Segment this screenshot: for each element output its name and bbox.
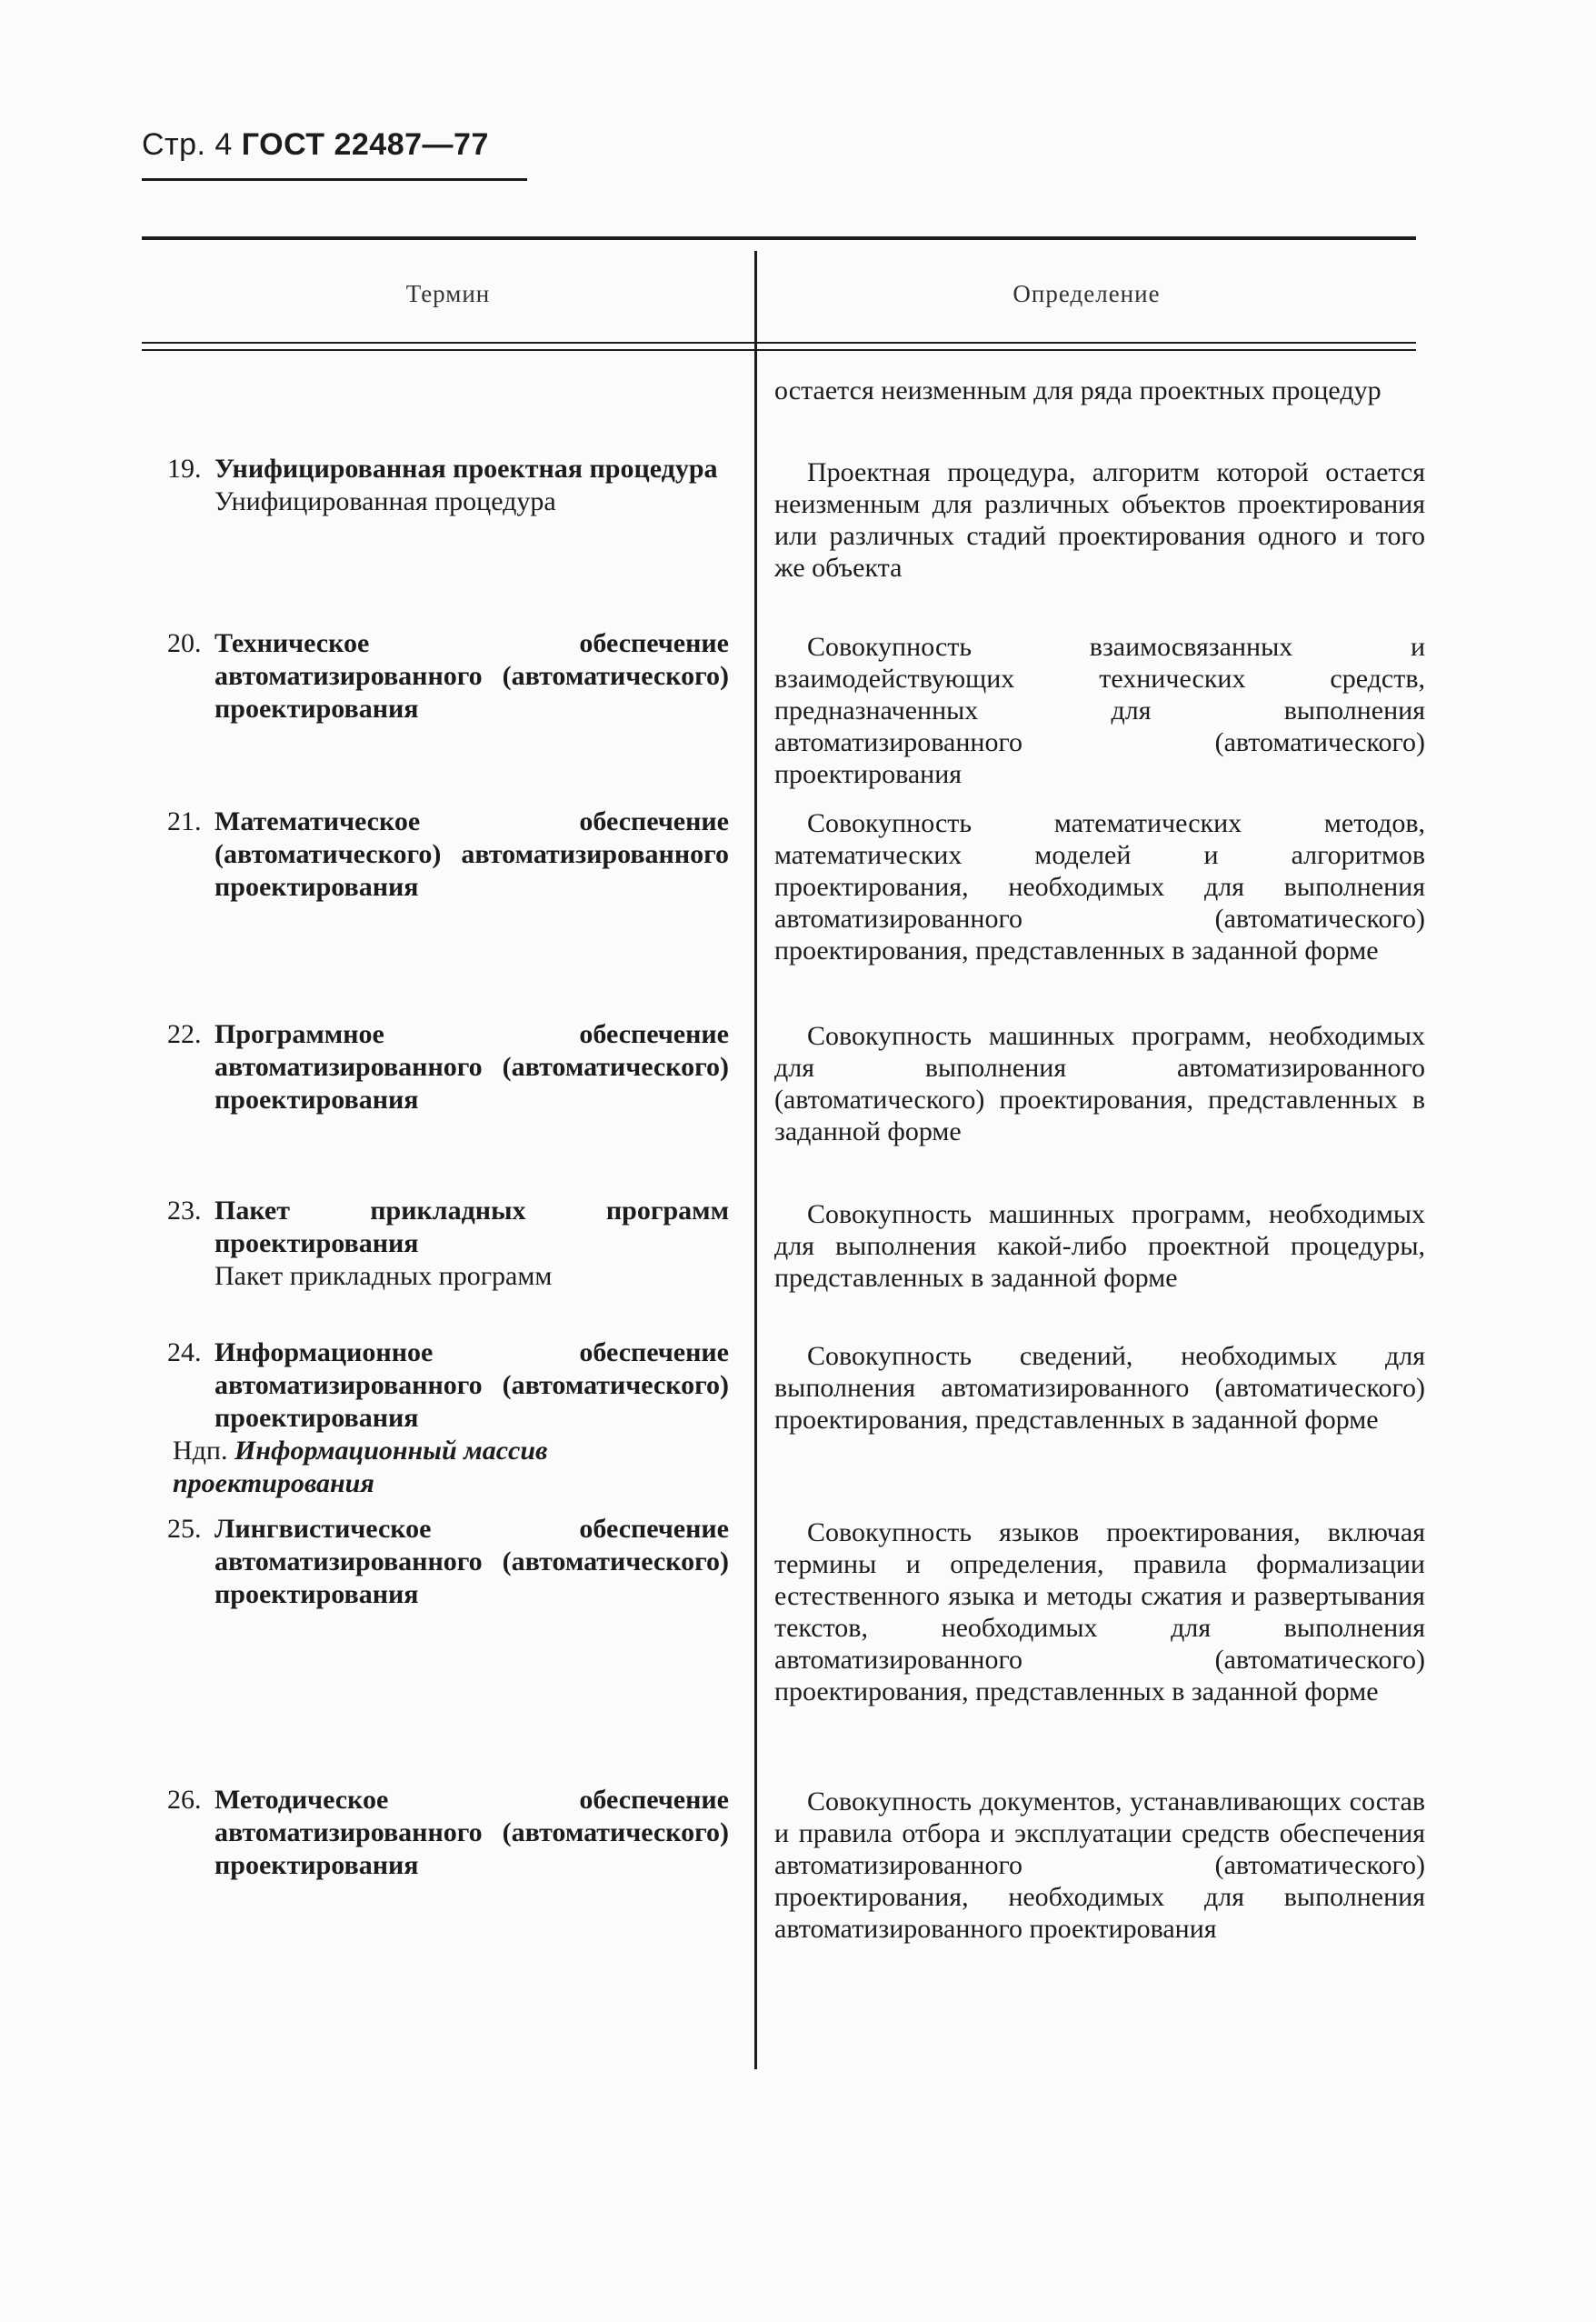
- term-synonym: Унифицированная процедура: [214, 486, 556, 516]
- header-rule-2: [142, 349, 1416, 351]
- term-name: Информационное обеспечение автоматизированного (автоматического) проектирования: [214, 1337, 729, 1433]
- term-number: 20.: [167, 628, 202, 658]
- standard-code: ГОСТ 22487—77: [241, 127, 489, 162]
- column-divider: [754, 251, 757, 2069]
- term-20: [169, 627, 729, 726]
- definition-19: Проектная процедура, алгоритм которой остается неизменным для различных объектов проектирования или различных стадий проектирования одного и того же объекта: [774, 457, 1425, 583]
- term-name: Лингвистическое обеспечение автоматизированного (автоматического) проектирования: [214, 1514, 729, 1609]
- term-name: Унифицированная проектная процедура: [214, 454, 718, 484]
- term-24: [169, 1336, 729, 1500]
- column-header-terms: Термин: [405, 280, 491, 307]
- term-number: 24.: [167, 1337, 202, 1367]
- header-rule: [142, 178, 527, 181]
- term-number: 19.: [167, 454, 202, 484]
- term-25: [169, 1513, 729, 1611]
- definition-22: Совокупность машинных программ, необходимых для выполнения автоматизированного (автоматического) проектирования, представленных в заданной форме: [774, 1021, 1425, 1146]
- definition-continuation: остается неизменным для ряда проектных процедур: [774, 375, 1382, 405]
- term-name: Методическое обеспечение автоматизированного (автоматического) проектирования: [214, 1785, 729, 1880]
- term-number: 26.: [167, 1785, 202, 1815]
- term-number: 21.: [167, 806, 202, 836]
- term-number: 22.: [167, 1019, 202, 1049]
- term-name: Пакет прикладных программ проектирования: [214, 1196, 729, 1258]
- definition-21: Совокупность математических методов, математических моделей и алгоритмов проектирования, необходимых для выполнения автоматизированного (автоматического) проектирования, представленных в заданной форме: [774, 808, 1425, 966]
- deprecated-term: [173, 1435, 729, 1500]
- term-number: 25.: [167, 1514, 202, 1544]
- term-22: [169, 1018, 729, 1116]
- page-header: [142, 127, 489, 163]
- ndp-label: Ндп.: [173, 1436, 228, 1466]
- definition-26: Совокупность документов, устанавливающих состав и правила отбора и эксплуатации средств обеспечения автоматизированного (автоматического) проектирования, необходимых для выполнения автоматизированного проектирования: [774, 1787, 1425, 1944]
- term-23: [169, 1195, 729, 1293]
- term-21: [169, 806, 729, 904]
- ndp-term: Информационный массив проектирования: [173, 1436, 548, 1498]
- term-19: [169, 453, 729, 518]
- definition-23: Совокупность машинных программ, необходимых для выполнения какой-либо проектной процедуры, представленных в заданной форме: [774, 1199, 1425, 1293]
- page-number: Стр. 4: [142, 127, 233, 162]
- term-26: [169, 1784, 729, 1882]
- term-name: Математическое обеспечение (автоматического) автоматизированного проектирования: [214, 806, 729, 902]
- definition-25: Совокупность языков проектирования, включая термины и определения, правила формализации естественного языка и методы сжатия и развертывания текстов, необходимых для выполнения автоматизированного (автоматического) проектирования, представленных в заданной форме: [774, 1517, 1425, 1706]
- definition-24: Совокупность сведений, необходимых для выполнения автоматизированного (автоматического) проектирования, представленных в заданной форме: [774, 1341, 1425, 1435]
- definition-20: Совокупность взаимосвязанных и взаимодействующих технических средств, предназначенных для выполнения автоматизированного (автоматического) проектирования: [774, 632, 1425, 789]
- term-synonym: Пакет прикладных программ: [214, 1261, 553, 1291]
- term-name: Техническое обеспечение автоматизированного (автоматического) проектирования: [214, 628, 729, 724]
- column-header-definition: Определение: [1012, 280, 1161, 307]
- header-rule-1: [142, 342, 1416, 344]
- term-name: Программное обеспечение автоматизированного (автоматического) проектирования: [214, 1019, 729, 1115]
- table-top-rule: [142, 236, 1416, 240]
- term-number: 23.: [167, 1196, 202, 1226]
